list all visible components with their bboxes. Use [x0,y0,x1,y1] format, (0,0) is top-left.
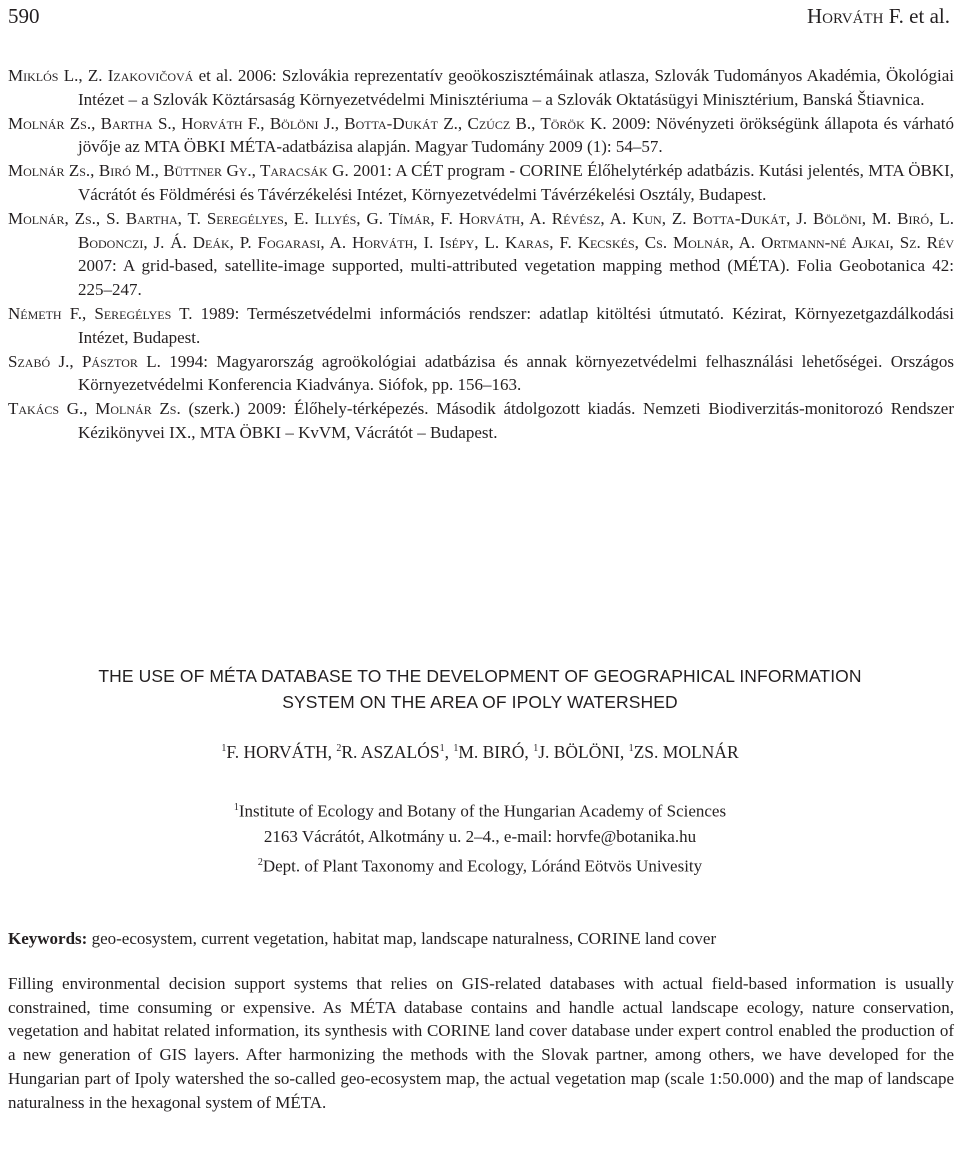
author-name: J. BÖLÖNI, [538,742,629,762]
reference-authors: Molnár Zs., Bartha S., Horváth F., Bölöni J., Botta-Dukát Z., Czúcz B., Török K. [8,113,607,133]
reference-text: 2009: Növényzeti örökségünk állapota és várható jövője az MTA ÖBKI MÉTA-adatbázisa alapján. Magyar Tudomány 2009 (1): 54–57. [78,113,954,157]
keywords [8,928,954,950]
author-separator: , [444,742,454,762]
reference-list [8,64,954,445]
author-affil-sup: 1 [439,743,445,755]
reference-text: 1989: Természetvédelmi információs rendszer: adatlap kitöltési útmutató. Kézirat, Környezetgazdálkodási Intézet, Budapest. [78,303,954,347]
affiliation-sup: 1 [233,802,239,813]
reference-authors: Takács G., Molnár Zs. [8,399,181,419]
reference-item [8,397,954,445]
reference-item [8,159,954,207]
author-affil-sup: 1 [628,743,634,755]
author-name: M. BIRÓ, [458,742,534,762]
affiliation-sup: 2 [257,856,263,868]
affiliation-1 [0,795,960,824]
reference-authors: Németh F., Seregélyes T. [8,303,193,323]
reference-authors: Molnár, Zs., S. Bartha, T. Seregélyes, E. Illyés, G. Tímár, F. Horváth, A. Révész, A. Kun, Z. Botta-Dukát, J. Bölöni, M. Biró, L. Bodonczi, J. Á. Deák, P. Fogarasi, A. Horváth, I. Isépy, L. Karas, F. Kecskés, Cs. Molnár, A. Ortmann-né Ajkai, Sz. Rév [8,208,954,252]
reference-item [8,350,954,398]
keywords-text: geo-ecosystem, current vegetation, habitat map, landscape naturalness, CORINE land cover [87,929,717,948]
reference-item [8,64,954,112]
author-name: F. HORVÁTH, [226,742,337,762]
reference-text: (szerk.) 2009: Élőhely-térképezés. Második átdolgozott kiadás. Nemzeti Biodiverzitás-monitorozó Rendszer Kézikönyvei IX., MTA ÖBKI – KvVM, Vácrátót – Budapest. [78,399,955,442]
reference-item [8,302,954,350]
page-number: 590 [8,4,40,28]
reference-text: et al. 2006: Szlovákia reprezentatív geoökoszisztémáinak atlasza, Szlovák Tudományos Akadémia, Ökológiai Intézet – a Szlovák Köztársaság Környezetvédelmi Minisztériuma – a Szlovák Oktatásügyi Minisztérium, Banská Štiavnica. [78,66,954,109]
author-affil-sup: 1 [453,743,459,755]
affiliation-1-address: 2163 Vácrátót, Alkotmány u. 2–4., e-mail: horvfe@botanika.hu [263,827,697,847]
keywords-label: Keywords: [8,929,88,948]
running-head-author: Horváth [806,4,884,28]
author-name: ZS. MOLNÁR [633,742,739,762]
title-line-1: THE USE OF MÉTA DATABASE TO THE DEVELOPMENT OF GEOGRAPHICAL INFORMATION [98,666,862,686]
affiliation-2 [0,850,960,879]
article-title [0,663,960,715]
author-affil-sup: 2 [336,743,342,755]
affiliation-1-name: Institute of Ecology and Botany of the Hungarian Academy of Sciences [238,801,727,821]
reference-item [8,207,954,302]
author-affil-sup: 1 [533,743,539,755]
affiliation-2-name: Dept. of Plant Taxonomy and Ecology, Lóránd Eötvös Univesity [262,856,703,876]
reference-text: 2001: A CÉT program - CORINE Élőhelytérkép adatbázis. Kutási jelentés, MTA ÖBKI, Vácrátót és Földmérési és Távérzékelési Intézet, Környezetvédelmi Távérzékelési Osztály, Budapest. [78,161,954,204]
running-head [807,4,950,29]
reference-authors: Molnár Zs., Biró M., Büttner Gy., Taracsák G. [8,161,349,181]
title-line-2: SYSTEM ON THE AREA OF IPOLY WATERSHED [282,692,678,712]
reference-item [8,112,954,160]
author-name: R. ASZALÓS [341,742,440,762]
abstract: Filling environmental decision support systems that relies on GIS-related databases with actual field-based information is usually constrained, time consuming or expensive. As MÉTA database contains and handle actual landscape ecology, nature conservation, vegetation and habitat related information, its synthesis with CORINE land cover database under expert control enabled the production of a new generation of GIS layers. After harmonizing the methods with the Slovak partner, among others, we have developed for the Hungarian part of Ipoly watershed the so-called geo-ecosystem map, the actual vegetation map (scale 1:50.000) and the map of landscape naturalness in the hexagonal system of MÉTA. [8,974,954,1112]
reference-authors: Szabó J., Pásztor L. [8,351,161,371]
affiliations [0,795,960,879]
author-affil-sup: 1 [221,743,227,755]
author-list [0,742,960,763]
reference-authors: Miklós L., Z. Izakovičová [8,66,194,85]
running-head-rest: F. et al. [888,4,950,28]
reference-text: 1994: Magyarország agroökológiai adatbázisa és annak környezetvédelmi felhasználási lehetőségei. Országos Környezetvédelmi Konferencia Kiadványa. Siófok, pp. 156–163. [78,351,954,395]
page-header [8,4,950,34]
reference-text: 2007: A grid-based, satellite-image supported, multi-attributed vegetation mapping method (MÉTA). Folia Geobotanica 42: 225–247. [78,256,954,300]
